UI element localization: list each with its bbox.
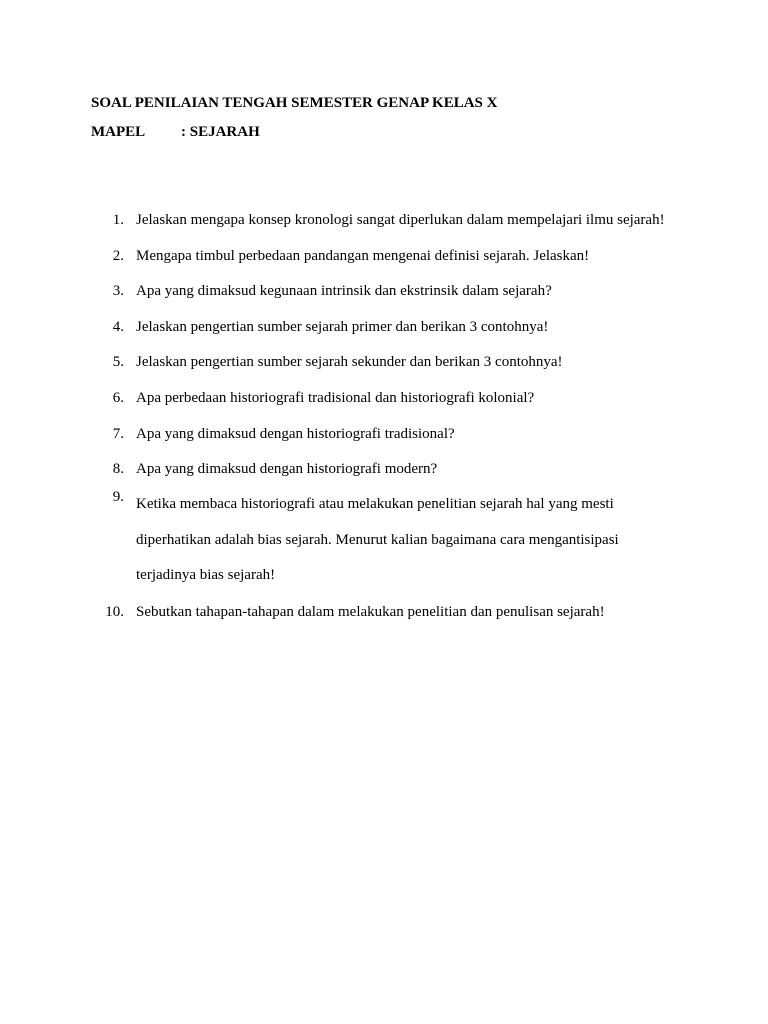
- document-title: SOAL PENILAIAN TENGAH SEMESTER GENAP KELAS X: [91, 95, 498, 111]
- question-text: Jelaskan pengertian sumber sejarah sekunder dan berikan 3 contohnya!: [136, 354, 563, 371]
- subject-value: : SEJARAH: [181, 124, 260, 140]
- question-item-2: [0, 246, 768, 282]
- question-item-9: [0, 487, 768, 602]
- question-item-6: [0, 388, 768, 424]
- question-text: Ketika membaca historiografi atau melakukan penelitian sejarah hal yang mesti diperhatikan adalah bias sejarah. Menurut kalian bagaimana cara mengantisipasi terjadinya bias sejarah!: [136, 495, 619, 584]
- question-text: Apa yang dimaksud dengan historiografi tradisional?: [136, 425, 455, 442]
- question-item-10: [0, 602, 768, 638]
- question-number: 2.: [112, 247, 124, 264]
- question-number: 7.: [112, 425, 124, 442]
- question-text: Apa yang dimaksud dengan historiografi modern?: [136, 461, 438, 478]
- question-text: Mengapa timbul perbedaan pandangan mengenai definisi sejarah. Jelaskan!: [136, 247, 590, 264]
- question-text: Apa yang dimaksud kegunaan intrinsik dan ekstrinsik dalam sejarah?: [136, 283, 552, 300]
- question-item-1: [0, 210, 768, 246]
- question-number: 5.: [112, 354, 124, 371]
- question-text: Apa perbedaan historiografi tradisional dan historiografi kolonial?: [136, 389, 535, 406]
- question-number: 4.: [112, 318, 124, 335]
- subject-line: [91, 122, 260, 142]
- question-text: Sebutkan tahapan-tahapan dalam melakukan penelitian dan penulisan sejarah!: [136, 603, 605, 620]
- question-item-4: [0, 317, 768, 353]
- question-item-3: [0, 281, 768, 317]
- question-number: 3.: [112, 283, 124, 300]
- question-text: Jelaskan pengertian sumber sejarah primer dan berikan 3 contohnya!: [136, 318, 549, 335]
- question-number: 9.: [112, 488, 124, 505]
- question-list: [0, 210, 768, 637]
- question-number: 8.: [112, 461, 124, 478]
- question-item-5: [0, 352, 768, 388]
- subject-label: MAPEL: [91, 124, 146, 140]
- question-number: 1.: [112, 212, 124, 228]
- question-text: Jelaskan mengapa konsep kronologi sangat diperlukan dalam mempelajari ilmu sejarah!: [136, 212, 665, 228]
- question-item-7: [0, 424, 768, 460]
- question-number: 10.: [105, 603, 124, 620]
- question-number: 6.: [112, 389, 124, 406]
